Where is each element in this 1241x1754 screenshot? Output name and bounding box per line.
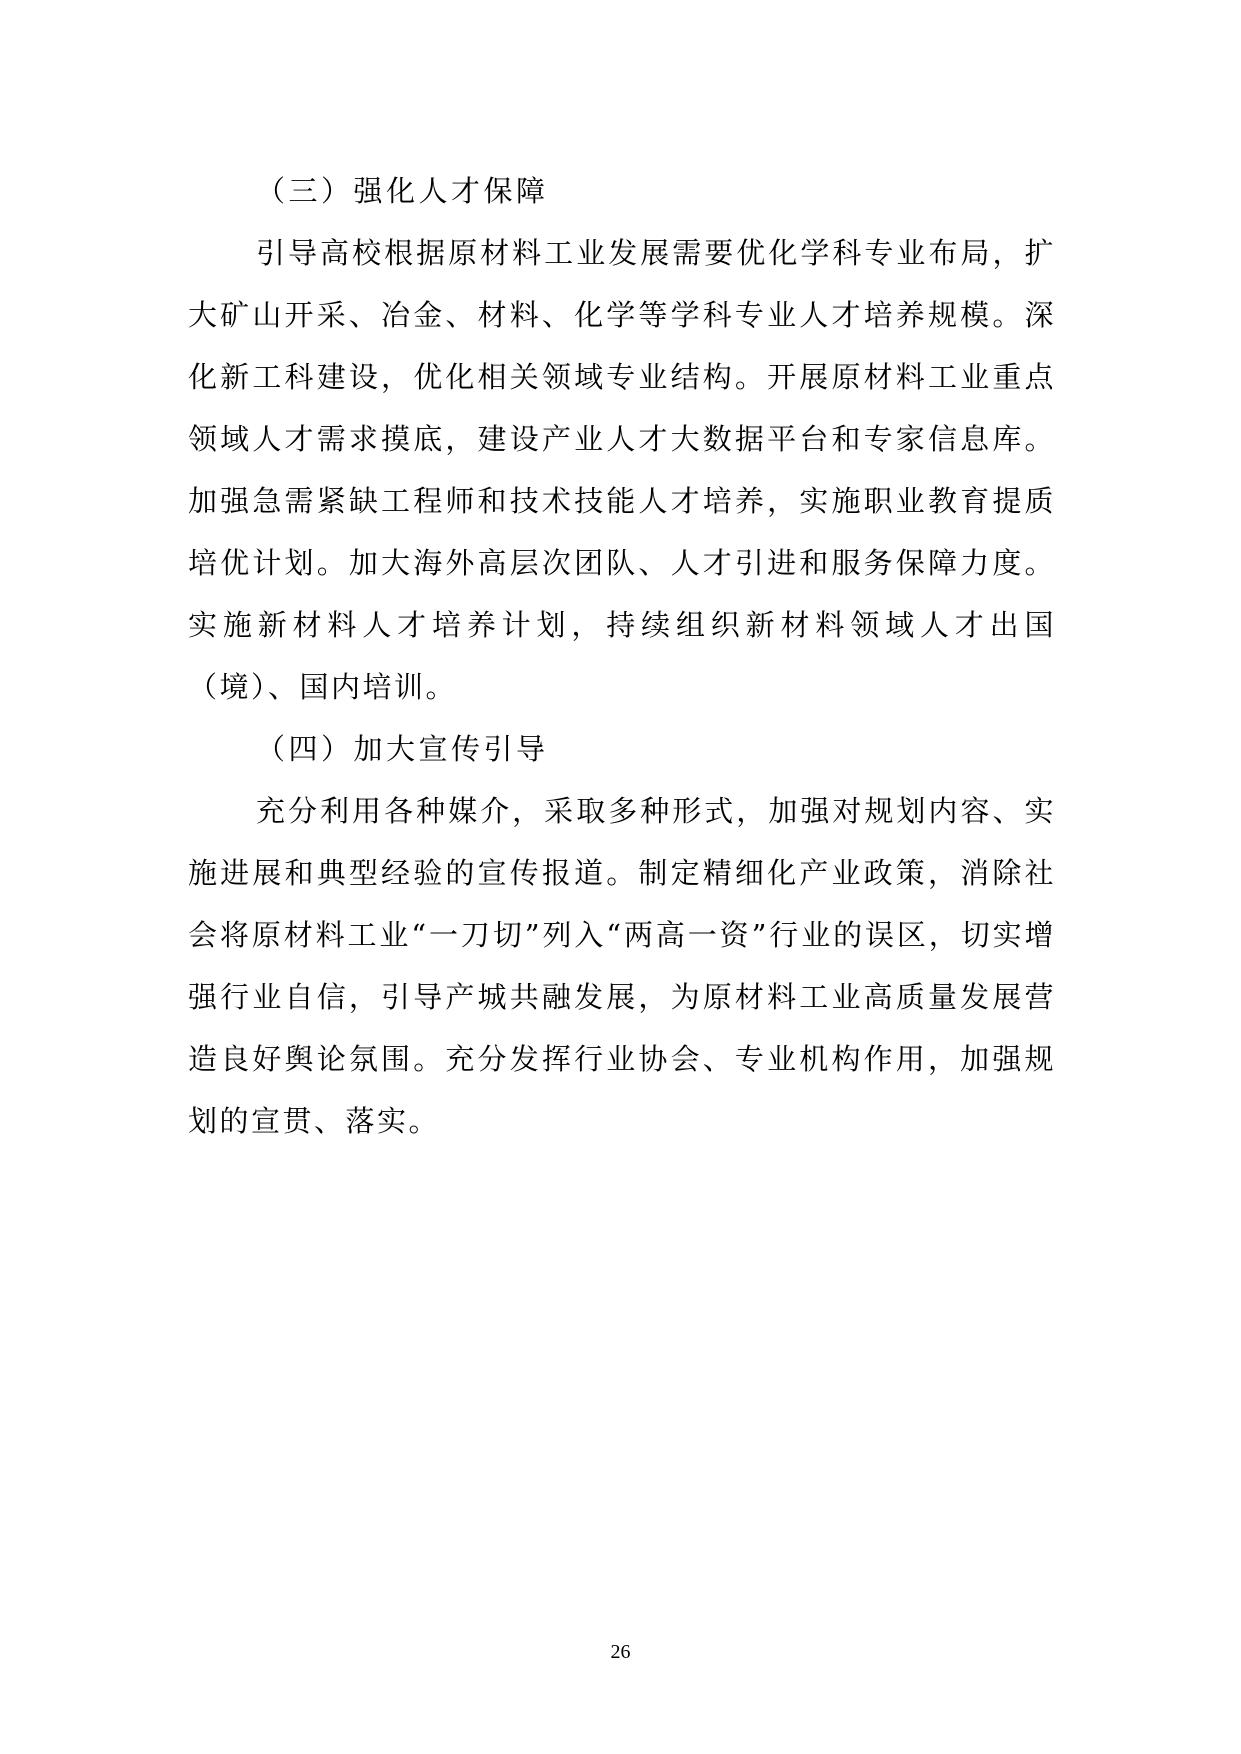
- section-heading-publicity: （四）加大宣传引导: [256, 732, 549, 766]
- section-heading-talent: （三）强化人才保障: [256, 174, 549, 208]
- section-paragraph-talent: 引导高校根据原材料工业发展需要优化学科专业布局，扩大矿山开采、冶金、材料、化学等学科专业人才培养规模。深化新工科建设，优化相关领域专业结构。开展原材料工业重点领域人才需求摸底，建设产业人才大数据平台和专家信息库。加强急需紧缺工程师和技术技能人才培养，实施职业教育提质培优计划。加大海外高层次团队、人才引进和服务保障力度。实施新材料人才培养计划，持续组织新材料领域人才出国（境）、国内培训。: [188, 236, 1056, 704]
- page-number: 26: [610, 1641, 631, 1663]
- section-paragraph-publicity: 充分利用各种媒介，采取多种形式，加强对规划内容、实施进展和典型经验的宣传报道。制定精细化产业政策，消除社会将原材料工业“一刀切”列入“两高一资”行业的误区，切实增强行业自信，引导产城共融发展，为原材料工业高质量发展营造良好舆论氛围。充分发挥行业协会、专业机构作用，加强规划的宣贯、落实。: [188, 794, 1056, 1138]
- document-body: [188, 160, 1056, 1152]
